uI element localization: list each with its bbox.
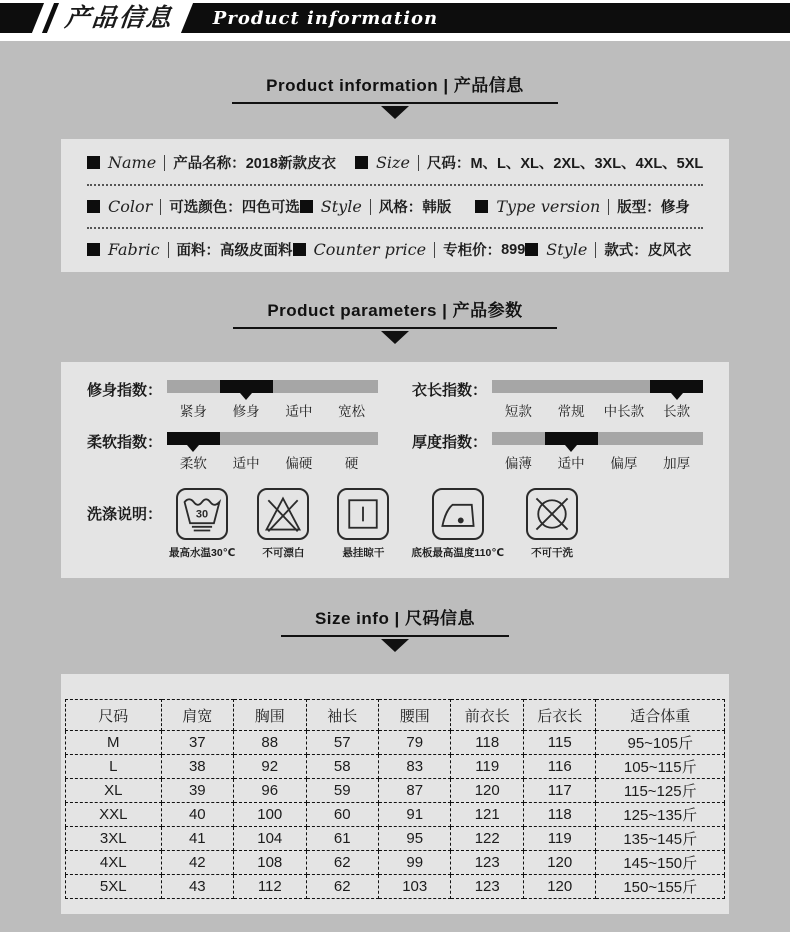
cell: 145~150斤 bbox=[596, 851, 725, 875]
slider-option: 偏厚 bbox=[610, 456, 638, 471]
attr-label-en: Name bbox=[108, 153, 157, 172]
col-header-sleeve: 袖长 bbox=[306, 700, 378, 731]
black-square-bullet-icon bbox=[87, 156, 100, 169]
col-header-front-length: 前衣长 bbox=[451, 700, 523, 731]
cell: 40 bbox=[161, 803, 233, 827]
slider-option: 修身 bbox=[232, 404, 260, 419]
cell: 118 bbox=[523, 803, 595, 827]
section-title: Product parameters | 产品参数 bbox=[233, 296, 556, 329]
attr-label-zh: 产品名称： bbox=[173, 156, 246, 172]
top-banner bbox=[0, 3, 790, 33]
divider bbox=[160, 199, 161, 215]
wash-item-max30 bbox=[169, 488, 235, 560]
attr-size bbox=[355, 152, 703, 173]
attr-label-en: Type version bbox=[496, 197, 601, 216]
cell: 105~115斤 bbox=[596, 755, 725, 779]
slider-label: 衣长指数： bbox=[412, 382, 488, 399]
down-triangle-icon bbox=[381, 331, 409, 344]
cell: 116 bbox=[523, 755, 595, 779]
slider-active-segment bbox=[545, 432, 598, 445]
cell: 104 bbox=[234, 827, 306, 851]
cell: 60 bbox=[306, 803, 378, 827]
wash-caption: 最高水温30℃ bbox=[169, 547, 236, 559]
wash-instructions bbox=[87, 488, 703, 560]
no-dry-clean-icon bbox=[526, 488, 578, 540]
slider-label: 柔软指数： bbox=[87, 434, 163, 451]
cell: 120 bbox=[451, 779, 523, 803]
slider-option: 宽松 bbox=[338, 404, 366, 419]
slider-options bbox=[167, 400, 378, 420]
divider bbox=[168, 242, 169, 258]
cell: 43 bbox=[161, 875, 233, 899]
cell: XXL bbox=[66, 803, 162, 827]
attr-value: 四色可选 bbox=[241, 200, 300, 216]
attr-label-en: Style bbox=[546, 240, 588, 259]
attr-label-en: Counter price bbox=[313, 240, 427, 259]
attr-counter-price bbox=[293, 239, 526, 260]
cell: 59 bbox=[306, 779, 378, 803]
black-square-bullet-icon bbox=[355, 156, 368, 169]
black-square-bullet-icon bbox=[525, 243, 538, 256]
cell: 119 bbox=[451, 755, 523, 779]
sliders-grid bbox=[87, 378, 703, 472]
cell: 122 bbox=[451, 827, 523, 851]
cell: 117 bbox=[523, 779, 595, 803]
cell: 83 bbox=[379, 755, 451, 779]
cell: 112 bbox=[234, 875, 306, 899]
col-header-weight: 适合体重 bbox=[596, 700, 725, 731]
divider bbox=[434, 242, 435, 258]
attr-fabric bbox=[87, 239, 293, 260]
col-header-shoulder: 肩宽 bbox=[161, 700, 233, 731]
col-header-bust: 胸围 bbox=[234, 700, 306, 731]
attr-color bbox=[87, 196, 300, 217]
attr-label-zh: 专柜价： bbox=[443, 243, 502, 259]
slider-option: 短款 bbox=[504, 404, 532, 419]
slider-fit-index bbox=[87, 378, 378, 420]
divider bbox=[370, 199, 371, 215]
cell: 123 bbox=[451, 875, 523, 899]
attributes-panel bbox=[61, 139, 729, 272]
cell: 135~145斤 bbox=[596, 827, 725, 851]
slider-length-index bbox=[412, 378, 703, 420]
cell: 118 bbox=[451, 731, 523, 755]
attr-value: 高级皮面料 bbox=[220, 243, 293, 259]
banner-left-block bbox=[0, 3, 44, 33]
down-triangle-icon bbox=[381, 639, 409, 652]
black-square-bullet-icon bbox=[87, 243, 100, 256]
section-header-size bbox=[0, 604, 790, 652]
table-row bbox=[66, 827, 725, 851]
hang-dry-icon bbox=[337, 488, 389, 540]
cell: 37 bbox=[161, 731, 233, 755]
cell: 57 bbox=[306, 731, 378, 755]
attr-row-1 bbox=[87, 141, 703, 184]
slider-option: 柔软 bbox=[179, 456, 207, 471]
down-triangle-icon bbox=[381, 106, 409, 119]
attr-label-en: Style bbox=[320, 197, 362, 216]
wash-caption: 悬挂晾干 bbox=[342, 547, 385, 559]
banner-right-block bbox=[181, 3, 790, 33]
slider-track bbox=[167, 380, 378, 393]
attr-label-zh: 款式： bbox=[604, 243, 648, 259]
attr-value: 2018新款皮衣 bbox=[245, 156, 336, 172]
wash-item-hang-dry bbox=[331, 488, 395, 560]
slider-option: 适中 bbox=[232, 456, 260, 471]
slider-active-segment bbox=[220, 380, 273, 393]
slider-options bbox=[492, 452, 703, 472]
table-row bbox=[66, 731, 725, 755]
slider-label: 修身指数： bbox=[87, 382, 163, 399]
attr-label-en: Color bbox=[108, 197, 153, 216]
cell: 79 bbox=[379, 731, 451, 755]
wash-icon-list bbox=[169, 488, 584, 560]
iron-110-icon bbox=[432, 488, 484, 540]
black-square-bullet-icon bbox=[87, 200, 100, 213]
attr-value: M、L、XL、2XL、3XL、4XL、5XL bbox=[470, 156, 704, 172]
wash-caption: 不可漂白 bbox=[262, 547, 305, 559]
cell: 95~105斤 bbox=[596, 731, 725, 755]
section-title: Product information | 产品信息 bbox=[232, 71, 558, 104]
slider-thickness-index bbox=[412, 430, 703, 472]
attr-label-en: Size bbox=[375, 153, 410, 172]
attr-style bbox=[300, 196, 476, 217]
slider-softness-index bbox=[87, 430, 378, 472]
attr-label-zh: 可选颜色： bbox=[169, 200, 242, 216]
cell: 62 bbox=[306, 875, 378, 899]
cell: 61 bbox=[306, 827, 378, 851]
black-square-bullet-icon bbox=[475, 200, 488, 213]
divider bbox=[595, 242, 596, 258]
divider bbox=[418, 155, 419, 171]
cell: 3XL bbox=[66, 827, 162, 851]
banner-title-zh: 产品信息 bbox=[63, 4, 175, 32]
wash-item-no-bleach bbox=[251, 488, 315, 560]
col-header-waist: 腰围 bbox=[379, 700, 451, 731]
attr-label-en: Fabric bbox=[108, 240, 160, 259]
wash-caption: 底板最高温度110℃ bbox=[411, 547, 505, 559]
slider-option: 适中 bbox=[285, 404, 313, 419]
table-row bbox=[66, 851, 725, 875]
cell: 123 bbox=[451, 851, 523, 875]
table-row bbox=[66, 779, 725, 803]
section-title: Size info | 尺码信息 bbox=[281, 604, 509, 637]
table-row bbox=[66, 803, 725, 827]
cell: 5XL bbox=[66, 875, 162, 899]
divider bbox=[608, 199, 609, 215]
attr-name bbox=[87, 152, 355, 173]
slider-option: 硬 bbox=[344, 456, 359, 471]
cell: 91 bbox=[379, 803, 451, 827]
slider-track bbox=[492, 432, 703, 445]
slider-option: 常规 bbox=[557, 404, 585, 419]
slider-track bbox=[492, 380, 703, 393]
cell: 62 bbox=[306, 851, 378, 875]
col-header-back-length: 后衣长 bbox=[523, 700, 595, 731]
section-header-info bbox=[0, 71, 790, 119]
cell: 58 bbox=[306, 755, 378, 779]
size-panel bbox=[61, 674, 729, 914]
divider bbox=[164, 155, 165, 171]
attr-label-zh: 尺码： bbox=[426, 156, 471, 172]
black-square-bullet-icon bbox=[293, 243, 306, 256]
wash-item-iron bbox=[411, 488, 504, 560]
size-table-header-row bbox=[66, 700, 725, 731]
attr-row-3 bbox=[87, 227, 703, 270]
slider-active-segment bbox=[167, 432, 220, 445]
cell: M bbox=[66, 731, 162, 755]
slider-track bbox=[167, 432, 378, 445]
attr-label-zh: 版型： bbox=[617, 200, 661, 216]
cell: 120 bbox=[523, 851, 595, 875]
table-row bbox=[66, 755, 725, 779]
wash-caption: 不可干洗 bbox=[531, 547, 574, 559]
slider-active-segment bbox=[650, 380, 703, 393]
slider-option: 偏薄 bbox=[504, 456, 532, 471]
cell: 4XL bbox=[66, 851, 162, 875]
cell: XL bbox=[66, 779, 162, 803]
attr-value: 皮风衣 bbox=[647, 243, 692, 259]
wash-30-icon bbox=[176, 488, 228, 540]
slider-option: 紧身 bbox=[179, 404, 207, 419]
svg-text:30: 30 bbox=[196, 508, 209, 521]
cell: 87 bbox=[379, 779, 451, 803]
cell: 119 bbox=[523, 827, 595, 851]
attr-row-2 bbox=[87, 184, 703, 227]
cell: 115 bbox=[523, 731, 595, 755]
slider-option: 中长款 bbox=[603, 404, 645, 419]
attr-type-version bbox=[475, 196, 689, 217]
no-bleach-icon bbox=[257, 488, 309, 540]
cell: 95 bbox=[379, 827, 451, 851]
cell: 42 bbox=[161, 851, 233, 875]
cell: 115~125斤 bbox=[596, 779, 725, 803]
cell: 120 bbox=[523, 875, 595, 899]
cell: 88 bbox=[234, 731, 306, 755]
attr-label-zh: 风格： bbox=[378, 200, 423, 216]
cell: 108 bbox=[234, 851, 306, 875]
cell: 39 bbox=[161, 779, 233, 803]
cell: 41 bbox=[161, 827, 233, 851]
attr-style-2 bbox=[525, 239, 691, 260]
cell: 121 bbox=[451, 803, 523, 827]
slider-option: 加厚 bbox=[663, 456, 691, 471]
col-header-size: 尺码 bbox=[66, 700, 162, 731]
cell: L bbox=[66, 755, 162, 779]
cell: 125~135斤 bbox=[596, 803, 725, 827]
black-square-bullet-icon bbox=[300, 200, 313, 213]
cell: 100 bbox=[234, 803, 306, 827]
wash-label: 洗涤说明： bbox=[87, 506, 163, 523]
attr-value: 修身 bbox=[660, 200, 690, 216]
parameters-panel bbox=[61, 362, 729, 578]
slider-option: 适中 bbox=[557, 456, 585, 471]
cell: 103 bbox=[379, 875, 451, 899]
wash-item-no-dry-clean bbox=[520, 488, 584, 560]
cell: 96 bbox=[234, 779, 306, 803]
content-area bbox=[0, 41, 790, 932]
slider-option: 长款 bbox=[663, 404, 691, 419]
slider-option: 偏硬 bbox=[285, 456, 313, 471]
cell: 38 bbox=[161, 755, 233, 779]
table-row bbox=[66, 875, 725, 899]
attr-label-zh: 面料： bbox=[176, 243, 221, 259]
section-header-parameters bbox=[0, 296, 790, 344]
cell: 99 bbox=[379, 851, 451, 875]
slider-label: 厚度指数： bbox=[412, 434, 488, 451]
cell: 150~155斤 bbox=[596, 875, 725, 899]
cell: 92 bbox=[234, 755, 306, 779]
attr-value: 899 bbox=[501, 241, 526, 258]
size-table bbox=[65, 699, 725, 899]
attr-value: 韩版 bbox=[422, 200, 452, 216]
banner-title-en: Product information bbox=[213, 7, 439, 29]
